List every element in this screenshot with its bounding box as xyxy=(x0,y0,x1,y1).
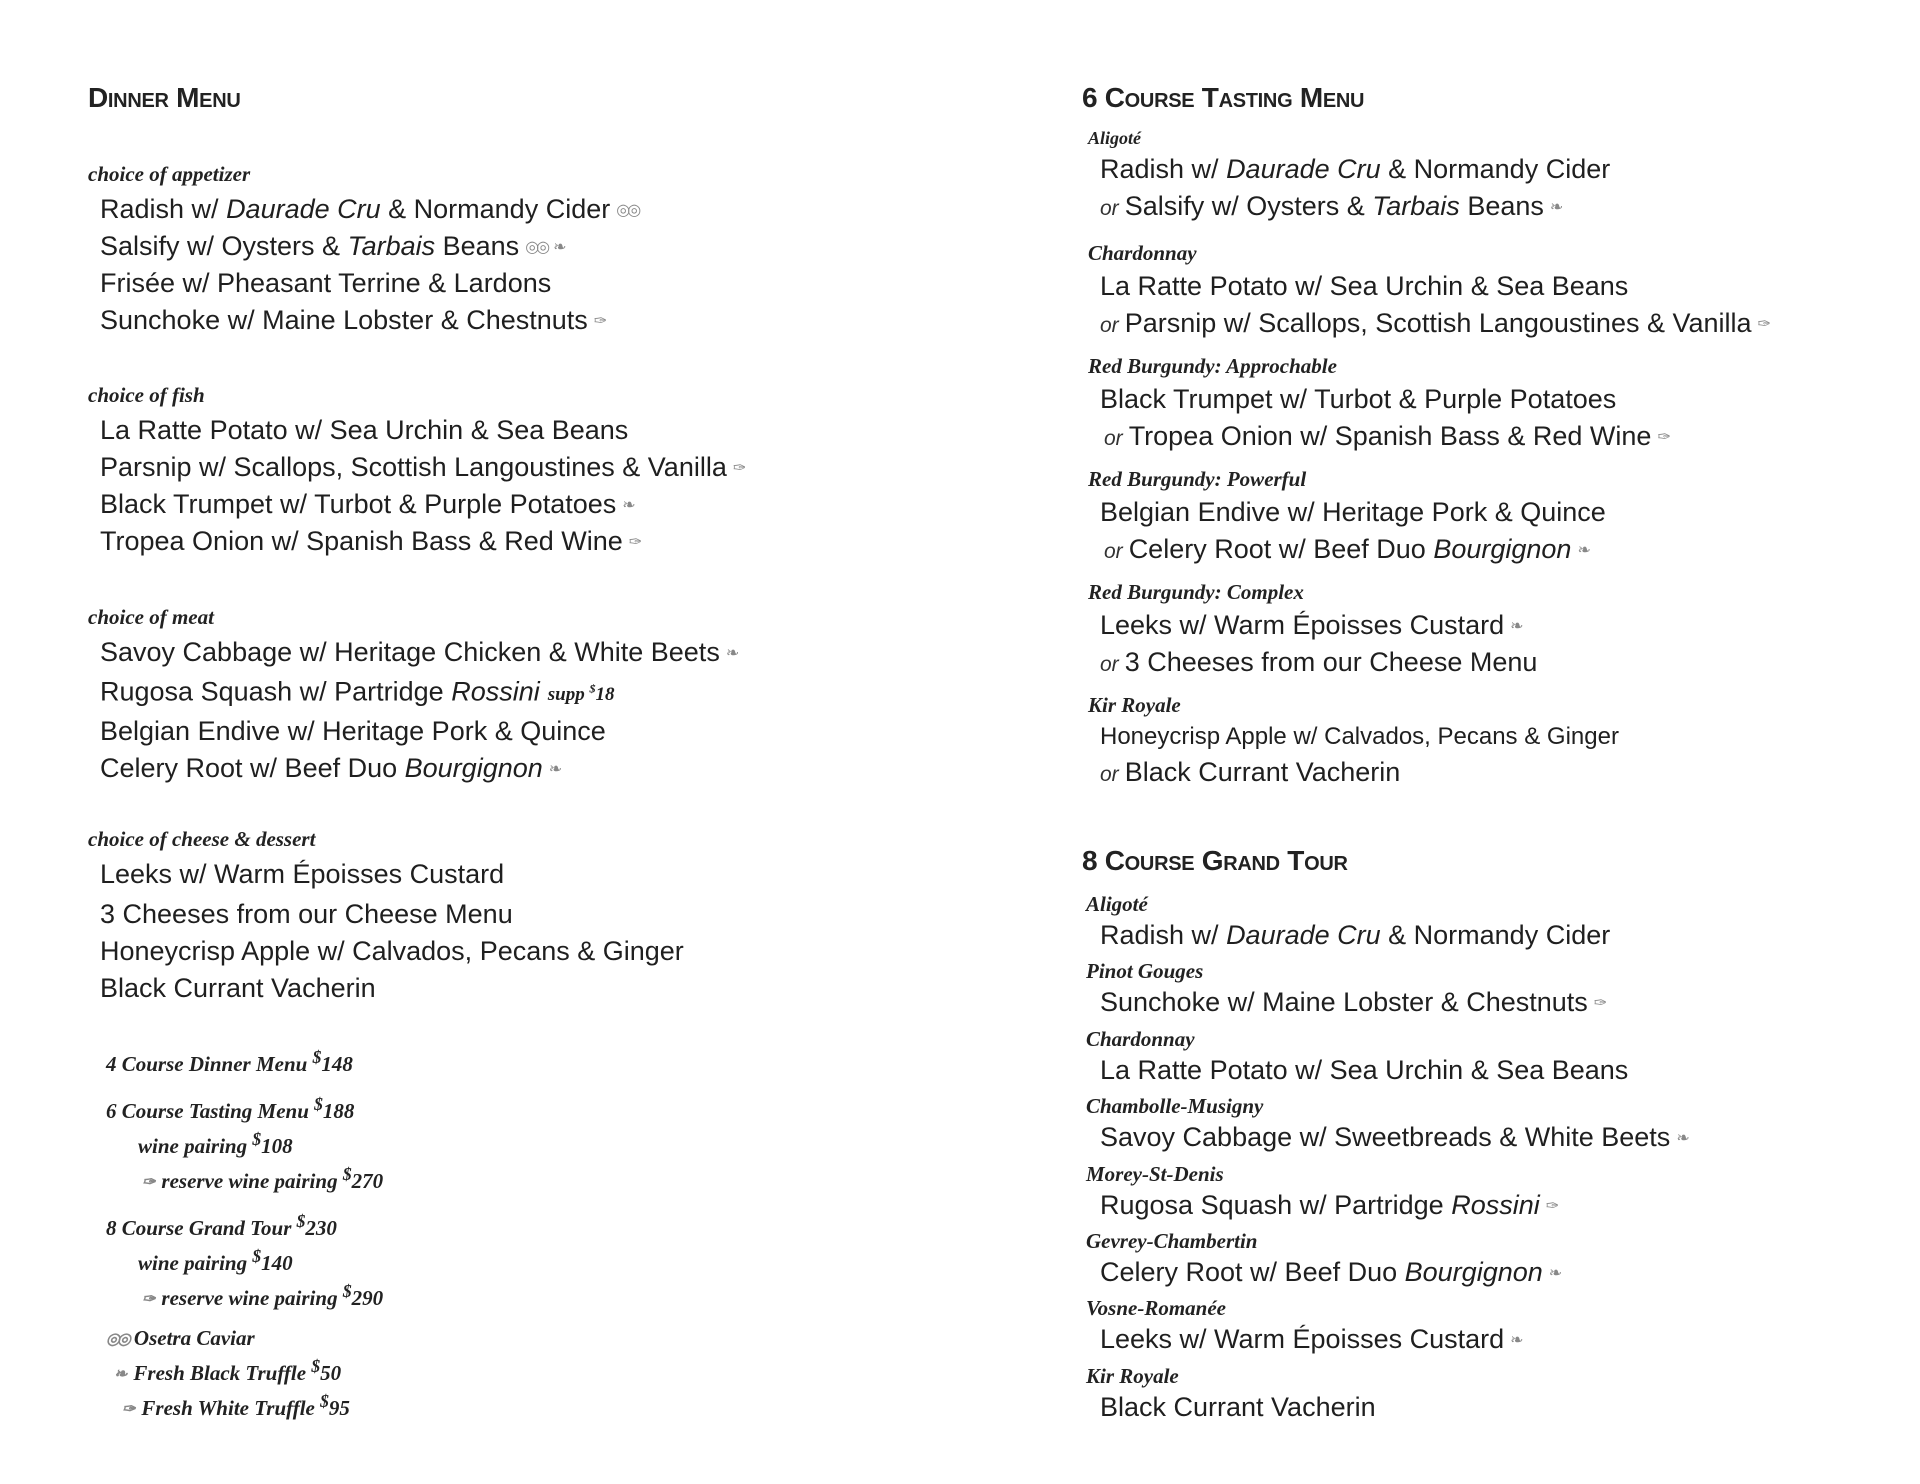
price-eight-wine-pairing: wine pairing $140 xyxy=(138,1246,293,1275)
appetizer-label: choice of appetizer xyxy=(88,162,251,186)
black-truffle-icon: ❧ xyxy=(1510,1331,1524,1349)
meat-label: choice of meat xyxy=(88,605,214,629)
dish-item: Rugosa Squash w/ Partridge Rossini supp $18 xyxy=(100,676,615,707)
grand-tour-course xyxy=(1086,1229,1562,1291)
black-truffle-icon: ❧ xyxy=(1577,541,1591,559)
dish-item: Black Currant Vacherin xyxy=(1100,1392,1376,1422)
price-white-truffle: ✑ Fresh White Truffle $95 xyxy=(122,1391,350,1420)
wine-label: Chardonnay xyxy=(1088,241,1197,265)
dish-item: Honeycrisp Apple w/ Calvados, Pecans & Ginger xyxy=(1100,723,1619,750)
white-truffle-icon: ✑ xyxy=(628,533,643,551)
dish-item: Sunchoke w/ Maine Lobster & Chestnuts ✑ xyxy=(1100,987,1608,1017)
price-six-wine-pairing: wine pairing $108 xyxy=(138,1129,293,1158)
price-four-course: 4 Course Dinner Menu $148 xyxy=(106,1047,353,1076)
price-caviar: ◎◎ Osetra Caviar xyxy=(106,1326,255,1350)
black-truffle-icon: ❧ xyxy=(114,1366,128,1384)
wine-label: Red Burgundy: Powerful xyxy=(1088,467,1307,491)
black-truffle-icon: ❧ xyxy=(1549,198,1564,216)
black-truffle-icon: ❧ xyxy=(622,496,636,514)
price-list xyxy=(106,1043,383,1422)
dish-item: Black Currant Vacherin xyxy=(100,973,376,1003)
tasting-course xyxy=(1088,241,1771,344)
price-black-truffle: ❧ Fresh Black Truffle $50 xyxy=(114,1356,342,1385)
meat-section xyxy=(88,605,739,787)
dish-item: La Ratte Potato w/ Sea Urchin & Sea Beans xyxy=(100,415,629,445)
dish-item: Leeks w/ Warm Époisses Custard xyxy=(100,859,505,889)
grand-tour-course xyxy=(1086,959,1607,1021)
white-truffle-icon: ✑ xyxy=(142,1291,156,1309)
wine-label: Red Burgundy: Complex xyxy=(1088,580,1304,604)
white-truffle-icon: ✑ xyxy=(1657,428,1671,446)
dish-item: Savoy Cabbage w/ Heritage Chicken & White Beets ❧ xyxy=(100,637,740,667)
dish-alternative: or Parsnip w/ Scallops, Scottish Langoustines & Vanilla ✑ xyxy=(1100,308,1771,338)
wine-label: Chardonnay xyxy=(1086,1027,1195,1051)
grand-tour-course xyxy=(1086,1364,1376,1426)
dish-item: Salsify w/ Oysters & Tarbais Beans ◎◎ ❧ xyxy=(100,231,567,261)
white-truffle-icon: ✑ xyxy=(1545,1197,1560,1215)
dish-item: Leeks w/ Warm Époisses Custard ❧ xyxy=(1100,1324,1524,1354)
wine-label: Kir Royale xyxy=(1086,1364,1179,1388)
dish-item: La Ratte Potato w/ Sea Urchin & Sea Beans xyxy=(1100,1055,1629,1085)
wine-label: Kir Royale xyxy=(1088,693,1181,717)
black-truffle-icon: ❧ xyxy=(553,238,567,256)
dish-item: Radish w/ Daurade Cru & Normandy Cider ◎◎ xyxy=(100,194,639,224)
white-truffle-icon: ✑ xyxy=(142,1174,156,1192)
wine-label: Morey-St-Denis xyxy=(1086,1162,1224,1186)
dish-item: Honeycrisp Apple w/ Calvados, Pecans & Ginger xyxy=(100,936,684,966)
black-truffle-icon: ❧ xyxy=(548,761,563,779)
tasting-course xyxy=(1088,128,1610,227)
price-six-course: 6 Course Tasting Menu $188 xyxy=(106,1094,355,1123)
black-truffle-icon: ❧ xyxy=(1510,617,1524,635)
wine-label: Aligoté xyxy=(1086,892,1148,916)
tasting-course xyxy=(1088,693,1619,793)
caviar-icon: ◎◎ xyxy=(616,201,639,219)
grand-tour-course xyxy=(1086,1296,1524,1358)
dinner-menu-heading: Dinner Menu xyxy=(88,82,241,113)
dish-item: Black Trumpet w/ Turbot & Purple Potatoes xyxy=(1100,384,1617,414)
fish-section xyxy=(88,383,746,560)
dish-item: Sunchoke w/ Maine Lobster & Chestnuts ✑ xyxy=(100,305,608,335)
cheese-dessert-label: choice of cheese & dessert xyxy=(88,827,316,851)
dish-item: La Ratte Potato w/ Sea Urchin & Sea Beans xyxy=(1100,271,1629,301)
dish-item: Leeks w/ Warm Époisses Custard ❧ xyxy=(1100,610,1524,640)
dish-item: Savoy Cabbage w/ Sweetbreads & White Beets ❧ xyxy=(1100,1122,1690,1152)
caviar-icon: ◎◎ xyxy=(106,1331,128,1349)
appetizer-section xyxy=(88,162,638,339)
wine-label: Aligoté xyxy=(1088,128,1141,148)
grand-tour-course xyxy=(1086,1027,1628,1089)
dish-item: Celery Root w/ Beef Duo Bourgignon ❧ xyxy=(100,753,563,784)
tasting-course xyxy=(1088,354,1671,457)
wine-label: Red Burgundy: Approchable xyxy=(1088,354,1337,378)
price-eight-course: 8 Course Grand Tour $230 xyxy=(106,1211,337,1240)
tasting-course xyxy=(1088,580,1537,683)
dish-item: Radish w/ Daurade Cru & Normandy Cider xyxy=(1100,154,1611,184)
dish-item: Frisée w/ Pheasant Terrine & Lardons xyxy=(100,268,552,298)
white-truffle-icon: ✑ xyxy=(1593,994,1608,1012)
black-truffle-icon: ❧ xyxy=(1548,1264,1563,1282)
fish-label: choice of fish xyxy=(88,383,205,407)
supplement-price: supp $18 xyxy=(547,682,615,706)
dish-alternative: or Salsify w/ Oysters & Tarbais Beans ❧ xyxy=(1100,191,1564,221)
dish-item: Celery Root w/ Beef Duo Bourgignon ❧ xyxy=(1100,1257,1563,1287)
grand-tour-heading: 8 Course Grand Tour xyxy=(1082,845,1348,876)
dish-item: Belgian Endive w/ Heritage Pork & Quince xyxy=(1100,497,1606,527)
black-truffle-icon: ❧ xyxy=(1676,1129,1690,1147)
black-truffle-icon: ❧ xyxy=(725,644,740,662)
dish-item: 3 Cheeses from our Cheese Menu xyxy=(100,899,513,929)
cheese-dessert-section xyxy=(88,827,684,1007)
white-truffle-icon: ✑ xyxy=(732,459,747,477)
dish-alternative: or Celery Root w/ Beef Duo Bourgignon ❧ xyxy=(1104,534,1591,564)
tasting-menu-heading: 6 Course Tasting Menu xyxy=(1082,82,1365,113)
dish-alternative: or Tropea Onion w/ Spanish Bass & Red Wine ✑ xyxy=(1104,421,1671,451)
dish-alternative: or Black Currant Vacherin xyxy=(1100,757,1401,787)
dish-item: Black Trumpet w/ Turbot & Purple Potatoes ❧ xyxy=(100,489,636,519)
tasting-course xyxy=(1088,467,1606,570)
white-truffle-icon: ✑ xyxy=(122,1401,136,1419)
dish-item: Parsnip w/ Scallops, Scottish Langoustines & Vanilla ✑ xyxy=(100,452,747,482)
price-six-reserve-pairing: ✑ reserve wine pairing $270 xyxy=(142,1164,384,1193)
wine-label: Gevrey-Chambertin xyxy=(1086,1229,1258,1253)
caviar-icon: ◎◎ xyxy=(525,238,548,256)
grand-tour-course xyxy=(1086,1094,1690,1156)
dish-item: Rugosa Squash w/ Partridge Rossini ✑ xyxy=(1100,1190,1560,1220)
wine-label: Vosne-Romanée xyxy=(1086,1296,1227,1320)
dish-item: Radish w/ Daurade Cru & Normandy Cider xyxy=(1100,920,1611,950)
white-truffle-icon: ✑ xyxy=(1757,315,1771,333)
price-eight-reserve-pairing: ✑ reserve wine pairing $290 xyxy=(142,1281,384,1310)
dish-item: Tropea Onion w/ Spanish Bass & Red Wine ✑ xyxy=(100,526,643,556)
grand-tour-course xyxy=(1086,1162,1559,1224)
tasting-menu-page xyxy=(960,0,1920,1484)
dish-item: Belgian Endive w/ Heritage Pork & Quince xyxy=(100,716,606,747)
grand-tour-course xyxy=(1086,892,1610,954)
wine-label: Chambolle-Musigny xyxy=(1086,1094,1264,1118)
dish-alternative: or 3 Cheeses from our Cheese Menu xyxy=(1100,647,1538,677)
wine-label: Pinot Gouges xyxy=(1086,959,1204,983)
white-truffle-icon: ✑ xyxy=(593,312,608,330)
